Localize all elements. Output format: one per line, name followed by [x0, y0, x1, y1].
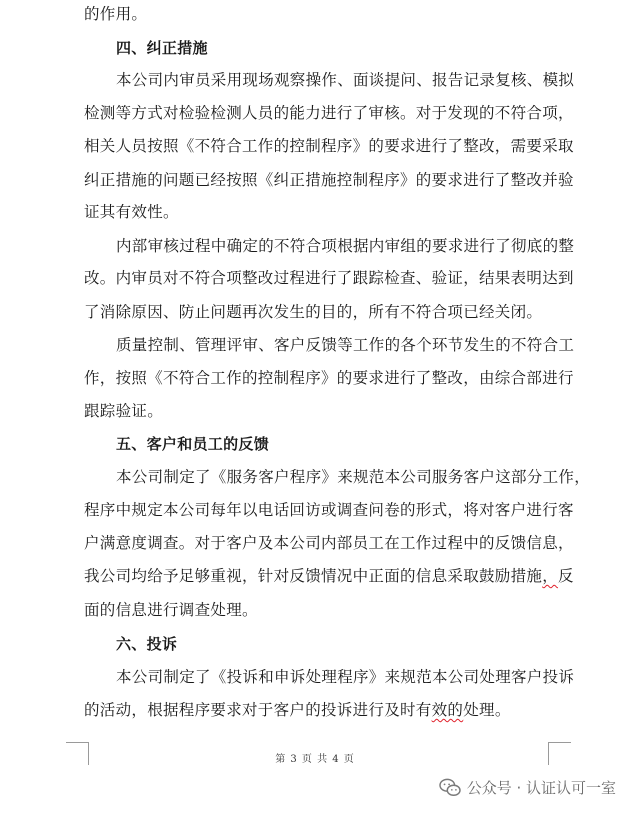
section-heading: 四、纠正措施 [116, 39, 208, 57]
text-line: 本公司制定了《投诉和申诉处理程序》来规范本公司处理客户投诉 [116, 668, 575, 686]
text-line: 证其有效性。 [84, 203, 179, 221]
text-line: 本公司制定了《服务客户程序》来规范本公司服务客户这部分工作， [116, 468, 591, 486]
line-text: 我公司均给予足够重视，针对反馈情况中正面的信息采取鼓励措施 [84, 567, 543, 585]
text-line: 改。内审员对不符合项整改过程进行了跟踪检查、验证，结果表明达到 [84, 269, 574, 287]
text-line: 跟踪验证。 [84, 402, 164, 420]
line-text-after: 处理。 [463, 701, 511, 719]
text-line: 面的信息进行调查处理。 [84, 601, 258, 619]
section-heading: 五、客户和员工的反馈 [116, 435, 270, 453]
line-text-after: 反 [558, 567, 574, 585]
text-line: 检测等方式对检验检测人员的能力进行了审核。对于发现的不符合项， [84, 104, 574, 122]
page-footer: 第 3 页 共 4 页 [275, 754, 355, 765]
watermark-text: 公众号 · 认证认可一室 [466, 779, 616, 797]
text-line: 作，按照《不符合工作的控制程序》的要求进行了整改，由综合部进行 [84, 369, 574, 387]
line-text: 的活动，根据程序要求对于客户的投诉进行及时有 [84, 701, 432, 719]
text-line: 本公司内审员采用现场观察操作、面谈提问、报告记录复核、模拟 [116, 71, 575, 89]
text-line: 的作用。 [84, 5, 148, 23]
section-heading: 六、投诉 [116, 635, 178, 653]
spellcheck-mark: 效的 [431, 701, 464, 719]
text-line [84, 700, 511, 720]
text-line: 纠正措施的问题已经按照《纠正措施控制程序》的要求进行了整改并验 [84, 171, 574, 189]
watermark [439, 777, 616, 798]
text-line: 了消除原因、防止问题再次发生的目的，所有不符合项已经关闭。 [84, 303, 543, 321]
spellcheck-mark: ， [542, 567, 559, 585]
wechat-icon [439, 778, 461, 798]
text-line: 内部审核过程中确定的不符合项根据内审组的要求进行了彻底的整 [116, 237, 575, 255]
text-line [84, 566, 574, 586]
text-line: 程序中规定本公司每年以电话回访或调查问卷的形式，将对客户进行客 [84, 501, 574, 519]
text-line: 户满意度调查。对于客户及本公司内部员工在工作过程中的反馈信息， [84, 534, 574, 552]
text-line: 质量控制、管理评审、客户反馈等工作的各个环节发生的不符合工 [116, 336, 575, 354]
text-line: 相关人员按照《不符合工作的控制程序》的要求进行了整改，需要采取 [84, 137, 574, 155]
